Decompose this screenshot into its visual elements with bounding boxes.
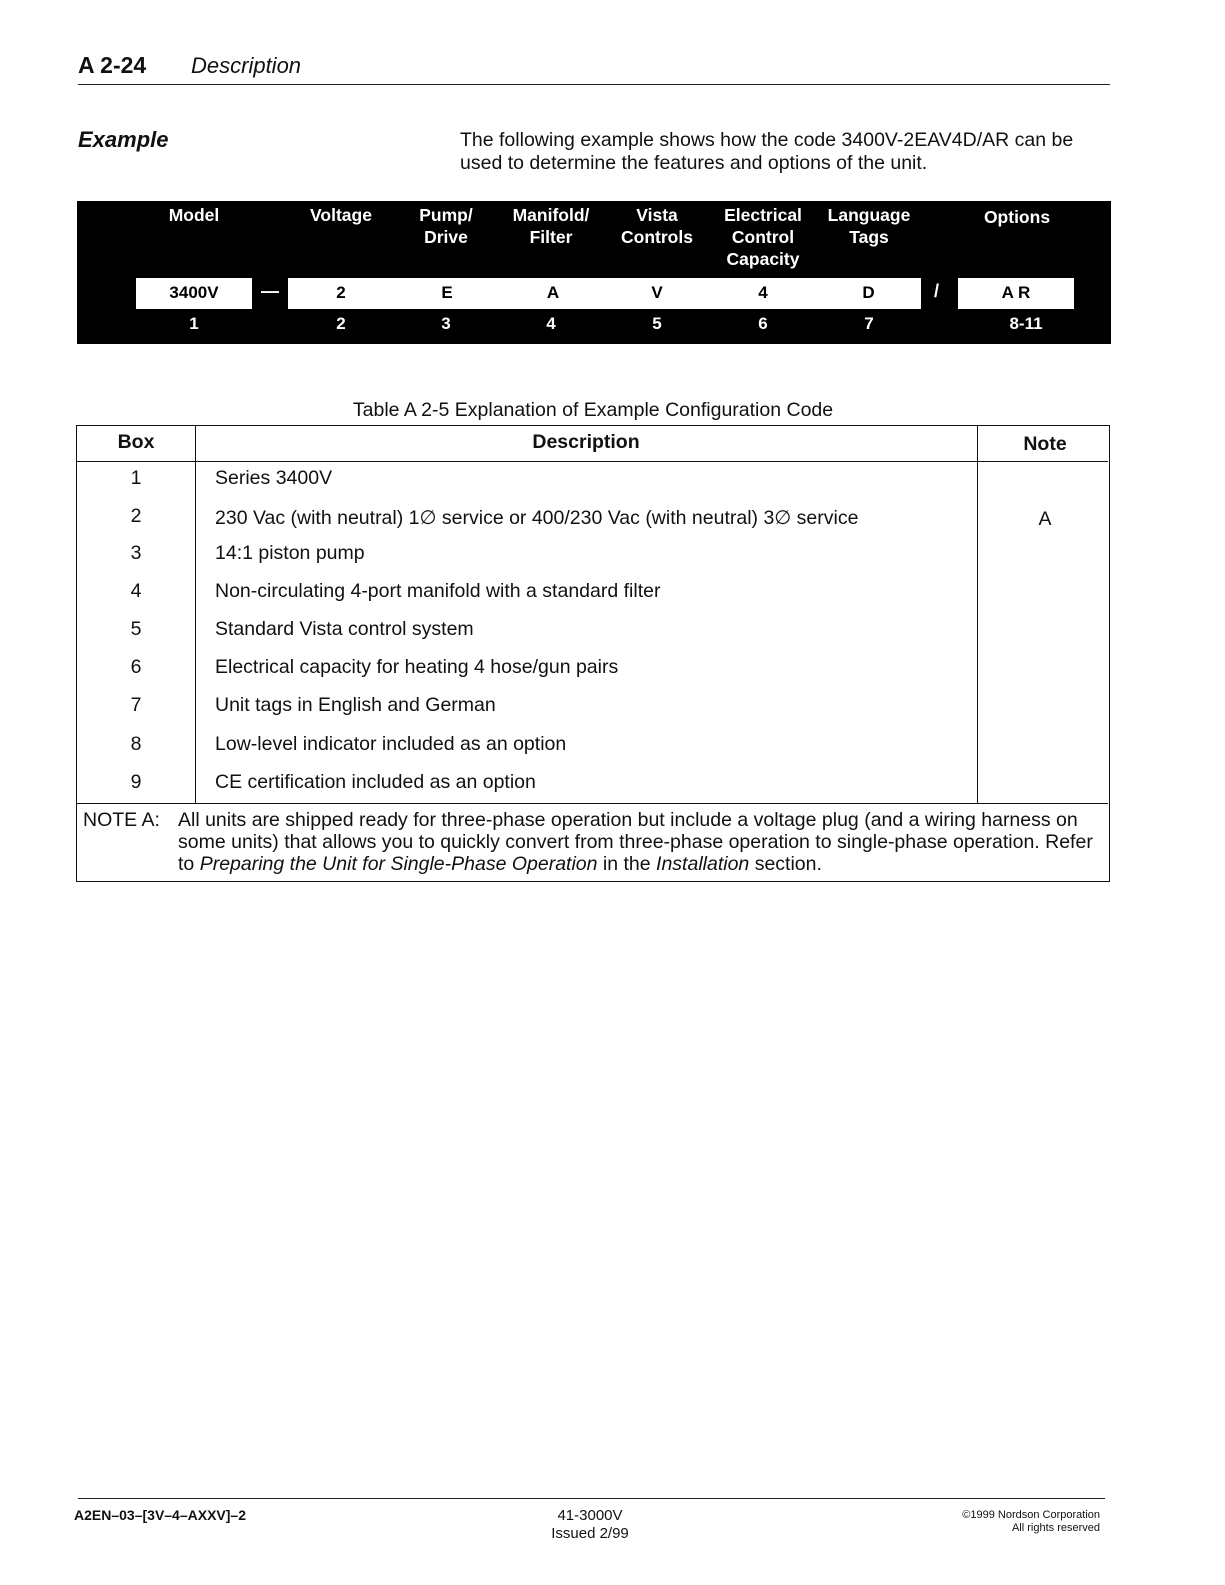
header-rule xyxy=(78,84,1110,85)
table-row-description: 14:1 piston pump xyxy=(215,542,365,564)
column-header-description: Description xyxy=(532,431,640,453)
code-header-pump-drive: Pump/ Drive xyxy=(419,205,473,247)
page-number: A 2-24 xyxy=(78,52,147,78)
table-row-description: CE certification included as an option xyxy=(215,771,536,793)
code-header-options: Options xyxy=(983,207,1051,227)
code-box-number: 5 xyxy=(652,314,662,333)
table-row-box: 9 xyxy=(130,771,142,793)
column-divider xyxy=(195,426,196,804)
column-divider xyxy=(977,426,978,804)
table-row-note: A xyxy=(1038,508,1052,530)
table-row-box: 7 xyxy=(130,694,142,716)
table-row-description: Series 3400V xyxy=(215,467,333,489)
code-value-manifold-filter: A xyxy=(546,283,560,302)
footer-part-number: 41-3000V xyxy=(557,1507,623,1524)
column-header-note: Note xyxy=(1023,433,1067,455)
table-row-box: 2 xyxy=(130,505,142,527)
footer-part-info xyxy=(500,1507,680,1543)
code-box-number: 4 xyxy=(546,314,556,333)
configuration-code-graphic xyxy=(77,201,1111,344)
table-row-description: Non-circulating 4-port manifold with a standard filter xyxy=(215,580,661,602)
table-row-box: 6 xyxy=(130,656,142,678)
table-row-description: 230 Vac (with neutral) 1∅ service or 400/230 Vac (with neutral) 3∅ service xyxy=(215,507,859,529)
column-header-box: Box xyxy=(117,431,155,453)
code-box-number: 6 xyxy=(758,314,768,333)
table-row-description: Electrical capacity for heating 4 hose/gun pairs xyxy=(215,656,619,678)
footer-issued: Issued 2/99 xyxy=(551,1525,629,1542)
note-reference-installation: Installation xyxy=(656,853,750,875)
note-reference-single-phase: Preparing the Unit for Single-Phase Operation xyxy=(199,853,598,875)
note-divider xyxy=(77,803,1108,804)
code-box-number: 1 xyxy=(189,314,199,333)
code-value-electrical-capacity: 4 xyxy=(758,283,768,302)
table-row-description: Unit tags in English and German xyxy=(215,694,496,716)
code-header-vista-controls: Vista Controls xyxy=(621,205,693,247)
table-row-box: 5 xyxy=(130,618,142,640)
section-title: Description xyxy=(191,53,302,78)
code-dash: — xyxy=(261,281,279,301)
configuration-table xyxy=(76,425,1110,882)
code-box-number: 2 xyxy=(336,314,346,333)
table-row-box: 8 xyxy=(130,733,142,755)
code-box-main xyxy=(288,278,921,309)
code-slash: / xyxy=(934,281,940,301)
code-header-voltage: Voltage xyxy=(310,205,372,225)
table-caption: Table A 2-5 Explanation of Example Configuration Code xyxy=(352,399,834,421)
example-heading: Example xyxy=(78,127,169,152)
table-row-box: 1 xyxy=(130,467,142,489)
footer-document-code: A2EN–03–[3V–4–AXXV]–2 xyxy=(74,1507,246,1523)
code-header-model: Model xyxy=(168,205,220,225)
code-value-vista-controls: V xyxy=(651,283,663,302)
note-text-part: section. xyxy=(749,853,822,875)
table-row-description: Low-level indicator included as an option xyxy=(215,733,567,755)
code-box-options xyxy=(958,278,1074,309)
code-header-electrical-control-capacity: Electrical Control Capacity xyxy=(724,205,802,269)
footer-rule xyxy=(78,1498,1105,1499)
table-row-description: Standard Vista control system xyxy=(215,618,474,640)
code-header-manifold-filter: Manifold/ Filter xyxy=(512,205,590,247)
code-value-pump-drive: E xyxy=(441,283,453,302)
example-intro: The following example shows how the code 3400V-2EAV4D/AR can be used to determine the features and options of the unit. xyxy=(460,129,1074,174)
footer-copyright xyxy=(880,1509,1100,1535)
table-row-box: 4 xyxy=(130,580,142,602)
code-value-model: 3400V xyxy=(169,283,219,302)
code-value-voltage: 2 xyxy=(336,283,346,302)
code-value-options: A R xyxy=(1001,283,1031,302)
footer-rights-line: All rights reserved xyxy=(1011,1522,1100,1534)
code-box-model xyxy=(136,278,252,309)
note-text-part: in the xyxy=(597,853,657,875)
note-text xyxy=(178,809,1098,875)
note-text-part: All units are shipped ready for three-phase operation but include a voltage plug (and a wiring harness on some units) that allows you to quickly convert from three-phase operation to single-phase operation. Refer to xyxy=(178,809,1093,875)
code-header-language-tags: Language Tags xyxy=(827,205,911,247)
code-value-language-tags: D xyxy=(862,283,875,302)
code-box-number: 7 xyxy=(864,314,874,333)
code-box-number: 3 xyxy=(441,314,451,333)
header-divider xyxy=(77,461,1108,462)
note-label: NOTE A: xyxy=(83,809,160,831)
table-row-box: 3 xyxy=(130,542,142,564)
footer-copyright-line: ©1999 Nordson Corporation xyxy=(962,1509,1100,1521)
code-box-number: 8-11 xyxy=(1009,314,1043,333)
